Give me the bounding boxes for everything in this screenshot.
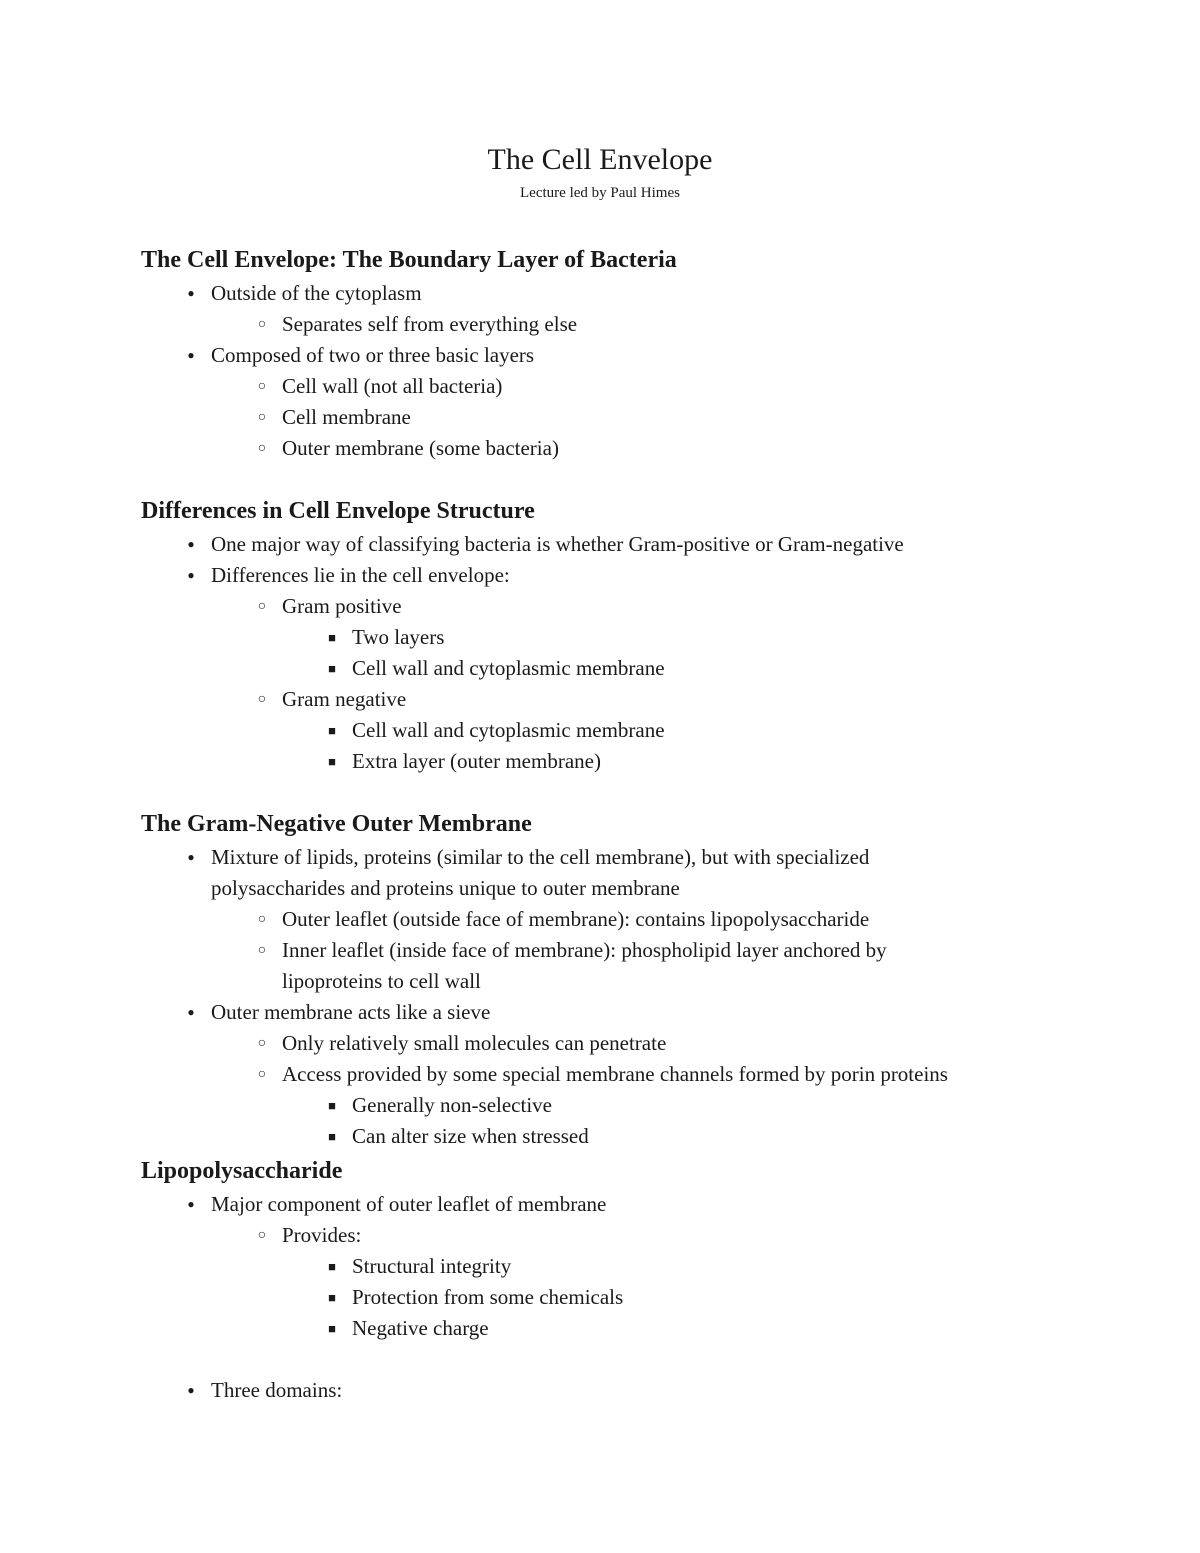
section-heading: The Gram-Negative Outer Membrane: [141, 811, 532, 837]
section-heading: Differences in Cell Envelope Structure: [141, 498, 535, 524]
bullet-square-icon: ■: [328, 754, 336, 769]
list-item-continuation: [282, 966, 481, 997]
bullet-disc-icon: ●: [187, 1383, 195, 1397]
bullet-circle-icon: ○: [257, 317, 267, 332]
list-item-text: One major way of classifying bacteria is whether Gram-positive or Gram-negative: [211, 532, 904, 556]
list-item-text: Differences lie in the cell envelope:: [211, 563, 510, 587]
list-item: [187, 842, 870, 873]
list-item: [187, 340, 535, 371]
list-item-text: Two layers: [352, 625, 445, 649]
list-item-text: Outer membrane acts like a sieve: [211, 1000, 491, 1024]
bullet-circle-icon: ○: [257, 1036, 267, 1051]
list-item-text: Inner leaflet (inside face of membrane): phospholipid layer anchored by: [282, 938, 887, 962]
section-heading: Lipopolysaccharide: [141, 1158, 343, 1184]
list-item: [187, 529, 904, 560]
bullet-circle-icon: ○: [257, 379, 267, 394]
list-item-text: Generally non-selective: [352, 1093, 552, 1117]
bullet-circle-icon: ○: [257, 943, 267, 958]
list-item-text: Gram positive: [282, 594, 402, 618]
list-item: [328, 653, 665, 684]
list-item-text: Composed of two or three basic layers: [211, 343, 535, 367]
list-item-text: Only relatively small molecules can penetrate: [282, 1031, 667, 1055]
bullet-circle-icon: ○: [257, 599, 267, 614]
list-item: [257, 402, 411, 433]
list-item: [187, 560, 510, 591]
bullet-disc-icon: ●: [187, 348, 195, 362]
list-item-text: Three domains:: [211, 1378, 343, 1402]
bullet-disc-icon: ●: [187, 537, 195, 551]
list-item-text: Outside of the cytoplasm: [211, 281, 422, 305]
list-item-text: Mixture of lipids, proteins (similar to the cell membrane), but with specialized: [211, 845, 870, 869]
list-item-text: Cell wall and cytoplasmic membrane: [352, 718, 665, 742]
document-title: The Cell Envelope: [487, 143, 713, 176]
section-heading: The Cell Envelope: The Boundary Layer of Bacteria: [141, 247, 677, 273]
bullet-square-icon: ■: [328, 1129, 336, 1144]
bullet-disc-icon: ●: [187, 850, 195, 864]
bullet-square-icon: ■: [328, 1259, 336, 1274]
bullet-circle-icon: ○: [257, 1067, 267, 1082]
list-item: [257, 935, 887, 966]
list-item-text: Structural integrity: [352, 1254, 512, 1278]
list-item: [257, 433, 559, 464]
list-item-text: polysaccharides and proteins unique to outer membrane: [211, 876, 680, 900]
list-item-text: Extra layer (outer membrane): [352, 749, 601, 773]
bullet-disc-icon: ●: [187, 1005, 195, 1019]
list-item: [257, 684, 407, 715]
list-item: [328, 1121, 589, 1152]
list-item-continuation: [211, 873, 680, 904]
list-item: [257, 904, 870, 935]
bullet-square-icon: ■: [328, 630, 336, 645]
list-item-text: Outer leaflet (outside face of membrane): contains lipopolysaccharide: [282, 907, 870, 931]
document-subtitle: Lecture led by Paul Himes: [520, 185, 680, 201]
list-item-text: Cell wall (not all bacteria): [282, 374, 503, 398]
list-item-text: lipoproteins to cell wall: [282, 969, 481, 993]
bullet-circle-icon: ○: [257, 410, 267, 425]
bullet-square-icon: ■: [328, 723, 336, 738]
list-item-text: Can alter size when stressed: [352, 1124, 589, 1148]
list-item: [187, 997, 491, 1028]
list-item: [328, 622, 445, 653]
list-item: [328, 1090, 552, 1121]
list-item: [328, 1282, 624, 1313]
bullet-circle-icon: ○: [257, 692, 267, 707]
list-item-text: Access provided by some special membrane channels formed by porin proteins: [282, 1062, 948, 1086]
list-item: [328, 746, 601, 777]
bullet-square-icon: ■: [328, 661, 336, 676]
list-item-text: Gram negative: [282, 687, 407, 711]
list-item-text: Cell membrane: [282, 405, 411, 429]
list-item-text: Protection from some chemicals: [352, 1285, 624, 1309]
bullet-square-icon: ■: [328, 1321, 336, 1336]
list-item: [328, 1251, 512, 1282]
list-item: [257, 1059, 948, 1090]
bullet-disc-icon: ●: [187, 286, 195, 300]
list-item: [257, 591, 402, 622]
list-item-text: Separates self from everything else: [282, 312, 578, 336]
list-item: [257, 1028, 667, 1059]
bullet-square-icon: ■: [328, 1290, 336, 1305]
list-item: [257, 1220, 362, 1251]
bullet-square-icon: ■: [328, 1098, 336, 1113]
list-item: [328, 715, 665, 746]
list-item: [187, 1189, 607, 1220]
list-item-text: Major component of outer leaflet of membrane: [211, 1192, 607, 1216]
list-item: [187, 278, 422, 309]
bullet-disc-icon: ●: [187, 568, 195, 582]
bullet-circle-icon: ○: [257, 441, 267, 456]
list-item-text: Negative charge: [352, 1316, 489, 1340]
list-item-text: Outer membrane (some bacteria): [282, 436, 559, 460]
list-item: [257, 309, 578, 340]
bullet-disc-icon: ●: [187, 1197, 195, 1211]
list-item-text: Cell wall and cytoplasmic membrane: [352, 656, 665, 680]
list-item-text: Provides:: [282, 1223, 362, 1247]
bullet-circle-icon: ○: [257, 912, 267, 927]
bullet-circle-icon: ○: [257, 1228, 267, 1243]
list-item: [328, 1313, 489, 1344]
list-item: [257, 371, 503, 402]
list-item: [187, 1375, 343, 1406]
